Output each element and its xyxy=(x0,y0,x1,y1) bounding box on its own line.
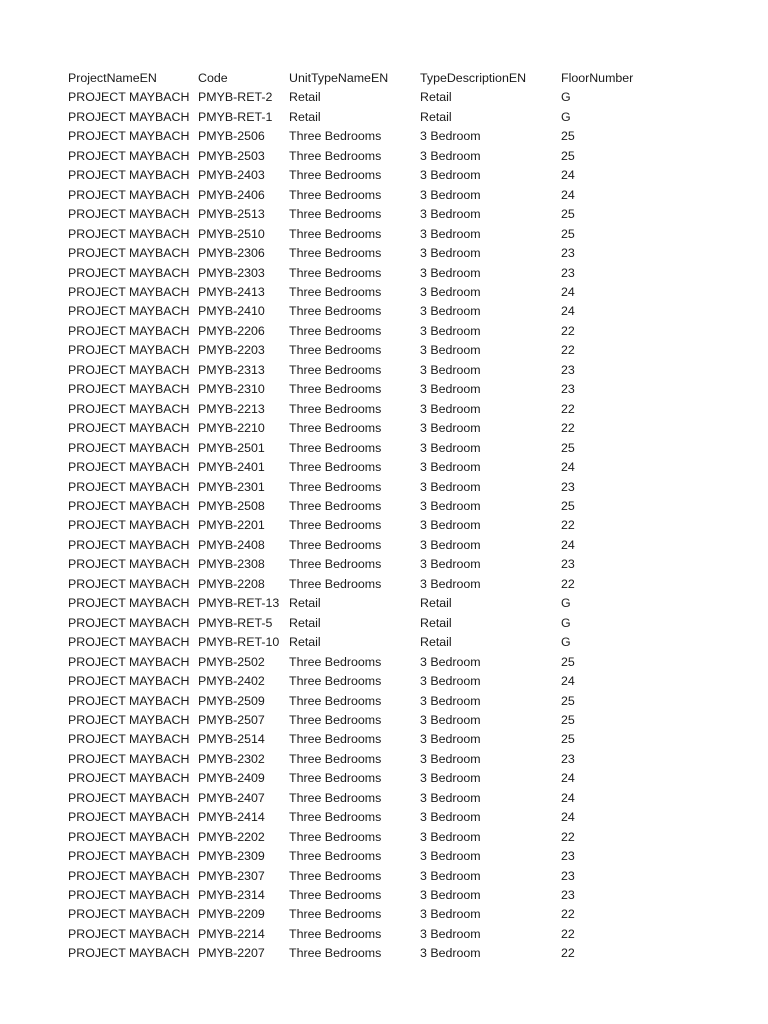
cell-code[interactable]: PMYB-2508 xyxy=(198,498,265,513)
cell-code[interactable]: PMYB-2401 xyxy=(198,460,265,475)
cell-type-description[interactable]: 3 Bedroom xyxy=(420,771,481,786)
cell-unit-type-name[interactable]: Three Bedrooms xyxy=(289,674,382,689)
cell-unit-type-name[interactable]: Three Bedrooms xyxy=(289,518,382,533)
cell-floor-number[interactable]: G xyxy=(561,635,571,650)
cell-project-name[interactable]: PROJECT MAYBACH xyxy=(68,129,190,144)
cell-floor-number[interactable]: 23 xyxy=(561,265,575,280)
cell-type-description[interactable]: Retail xyxy=(420,635,452,650)
cell-project-name[interactable]: PROJECT MAYBACH xyxy=(68,207,190,222)
table-row xyxy=(68,497,661,516)
table-row xyxy=(68,244,661,263)
cell-unit-type-name[interactable]: Three Bedrooms xyxy=(289,401,382,416)
cell-unit-type-name[interactable]: Three Bedrooms xyxy=(289,771,382,786)
cell-code[interactable]: PMYB-2507 xyxy=(198,712,265,727)
cell-project-name[interactable]: PROJECT MAYBACH xyxy=(68,479,190,494)
table-row xyxy=(68,341,661,360)
cell-floor-number[interactable]: 24 xyxy=(561,810,575,825)
cell-type-description[interactable]: Retail xyxy=(420,109,452,124)
cell-unit-type-name[interactable]: Three Bedrooms xyxy=(289,926,382,941)
cell-type-description[interactable]: 3 Bedroom xyxy=(420,693,481,708)
table-row xyxy=(68,614,661,633)
cell-floor-number[interactable]: G xyxy=(561,109,571,124)
table-row xyxy=(68,458,661,477)
cell-unit-type-name[interactable]: Three Bedrooms xyxy=(289,810,382,825)
cell-unit-type-name[interactable]: Three Bedrooms xyxy=(289,907,382,922)
cell-floor-number[interactable]: 25 xyxy=(561,732,575,747)
cell-type-description[interactable]: 3 Bedroom xyxy=(420,401,481,416)
cell-unit-type-name[interactable]: Three Bedrooms xyxy=(289,168,382,183)
cell-unit-type-name[interactable]: Three Bedrooms xyxy=(289,712,382,727)
table-row xyxy=(68,264,661,283)
cell-type-description[interactable]: 3 Bedroom xyxy=(420,440,481,455)
cell-code[interactable]: PMYB-2413 xyxy=(198,284,265,299)
cell-floor-number[interactable]: G xyxy=(561,596,571,611)
header-code[interactable]: Code xyxy=(198,71,228,85)
table-row xyxy=(68,205,661,224)
cell-floor-number[interactable]: 24 xyxy=(561,168,575,183)
cell-floor-number[interactable]: 24 xyxy=(561,460,575,475)
cell-code[interactable]: PMYB-2406 xyxy=(198,187,265,202)
cell-type-description[interactable]: 3 Bedroom xyxy=(420,810,481,825)
cell-floor-number[interactable]: 22 xyxy=(561,421,575,436)
cell-type-description[interactable]: 3 Bedroom xyxy=(420,168,481,183)
table-row xyxy=(68,711,661,730)
cell-unit-type-name[interactable]: Three Bedrooms xyxy=(289,479,382,494)
cell-unit-type-name[interactable]: Retail xyxy=(289,596,321,611)
cell-project-name[interactable]: PROJECT MAYBACH xyxy=(68,596,190,611)
cell-type-description[interactable]: 3 Bedroom xyxy=(420,907,481,922)
cell-unit-type-name[interactable]: Three Bedrooms xyxy=(289,537,382,552)
cell-floor-number[interactable]: 24 xyxy=(561,790,575,805)
cell-code[interactable]: PMYB-RET-10 xyxy=(198,635,280,650)
cell-floor-number[interactable]: 23 xyxy=(561,362,575,377)
cell-code[interactable]: PMYB-2506 xyxy=(198,129,265,144)
cell-type-description[interactable]: 3 Bedroom xyxy=(420,304,481,319)
header-unit-type-name[interactable]: UnitTypeNameEN xyxy=(289,71,389,85)
cell-floor-number[interactable]: 22 xyxy=(561,323,575,338)
cell-code[interactable]: PMYB-RET-2 xyxy=(198,90,273,105)
cell-code[interactable]: PMYB-2501 xyxy=(198,440,265,455)
cell-type-description[interactable]: 3 Bedroom xyxy=(420,343,481,358)
cell-floor-number[interactable]: 25 xyxy=(561,148,575,163)
cell-project-name[interactable]: PROJECT MAYBACH xyxy=(68,187,190,202)
cell-type-description[interactable]: 3 Bedroom xyxy=(420,498,481,513)
header-floor-number[interactable]: FloorNumber xyxy=(561,71,634,85)
cell-floor-number[interactable]: 22 xyxy=(561,401,575,416)
cell-unit-type-name[interactable]: Three Bedrooms xyxy=(289,323,382,338)
cell-unit-type-name[interactable]: Three Bedrooms xyxy=(289,946,382,961)
cell-type-description[interactable]: 3 Bedroom xyxy=(420,557,481,572)
cell-type-description[interactable]: 3 Bedroom xyxy=(420,674,481,689)
cell-project-name[interactable]: PROJECT MAYBACH xyxy=(68,771,190,786)
cell-unit-type-name[interactable]: Three Bedrooms xyxy=(289,382,382,397)
cell-code[interactable]: PMYB-2407 xyxy=(198,790,265,805)
cell-type-description[interactable]: 3 Bedroom xyxy=(420,479,481,494)
cell-unit-type-name[interactable]: Retail xyxy=(289,90,321,105)
cell-unit-type-name[interactable]: Three Bedrooms xyxy=(289,284,382,299)
cell-project-name[interactable]: PROJECT MAYBACH xyxy=(68,304,190,319)
cell-floor-number[interactable]: 22 xyxy=(561,576,575,591)
table-row xyxy=(68,555,661,574)
cell-unit-type-name[interactable]: Three Bedrooms xyxy=(289,304,382,319)
cell-floor-number[interactable]: 22 xyxy=(561,946,575,961)
table-body xyxy=(68,88,661,963)
cell-code[interactable]: PMYB-2202 xyxy=(198,829,265,844)
cell-floor-number[interactable]: 23 xyxy=(561,849,575,864)
table-row xyxy=(68,147,661,166)
cell-type-description[interactable]: 3 Bedroom xyxy=(420,751,481,766)
cell-floor-number[interactable]: 23 xyxy=(561,382,575,397)
cell-unit-type-name[interactable]: Three Bedrooms xyxy=(289,732,382,747)
table-row xyxy=(68,886,661,905)
table-row xyxy=(68,905,661,924)
cell-type-description[interactable]: Retail xyxy=(420,596,452,611)
cell-project-name[interactable]: PROJECT MAYBACH xyxy=(68,751,190,766)
cell-unit-type-name[interactable]: Three Bedrooms xyxy=(289,888,382,903)
cell-project-name[interactable]: PROJECT MAYBACH xyxy=(68,246,190,261)
cell-type-description[interactable]: Retail xyxy=(420,615,452,630)
cell-unit-type-name[interactable]: Three Bedrooms xyxy=(289,460,382,475)
cell-unit-type-name[interactable]: Three Bedrooms xyxy=(289,265,382,280)
cell-code[interactable]: PMYB-2208 xyxy=(198,576,265,591)
cell-code[interactable]: PMYB-2203 xyxy=(198,343,265,358)
cell-code[interactable]: PMYB-2503 xyxy=(198,148,265,163)
cell-type-description[interactable]: 3 Bedroom xyxy=(420,868,481,883)
cell-floor-number[interactable]: 23 xyxy=(561,479,575,494)
table-row xyxy=(68,186,661,205)
cell-unit-type-name[interactable]: Three Bedrooms xyxy=(289,498,382,513)
table-row xyxy=(68,400,661,419)
cell-code[interactable]: PMYB-2303 xyxy=(198,265,265,280)
cell-project-name[interactable]: PROJECT MAYBACH xyxy=(68,635,190,650)
cell-type-description[interactable]: 3 Bedroom xyxy=(420,946,481,961)
cell-type-description[interactable]: 3 Bedroom xyxy=(420,362,481,377)
cell-unit-type-name[interactable]: Three Bedrooms xyxy=(289,693,382,708)
cell-type-description[interactable]: 3 Bedroom xyxy=(420,421,481,436)
cell-code[interactable]: PMYB-RET-13 xyxy=(198,596,280,611)
cell-floor-number[interactable]: 24 xyxy=(561,771,575,786)
cell-code[interactable]: PMYB-2308 xyxy=(198,557,265,572)
cell-project-name[interactable]: PROJECT MAYBACH xyxy=(68,460,190,475)
cell-project-name[interactable]: PROJECT MAYBACH xyxy=(68,849,190,864)
cell-project-name[interactable]: PROJECT MAYBACH xyxy=(68,226,190,241)
cell-type-description[interactable]: 3 Bedroom xyxy=(420,537,481,552)
table-row xyxy=(68,225,661,244)
table-row xyxy=(68,166,661,185)
cell-code[interactable]: PMYB-2209 xyxy=(198,907,265,922)
table-row xyxy=(68,127,661,146)
cell-code[interactable]: PMYB-2514 xyxy=(198,732,265,747)
cell-unit-type-name[interactable]: Three Bedrooms xyxy=(289,868,382,883)
cell-project-name[interactable]: PROJECT MAYBACH xyxy=(68,421,190,436)
cell-type-description[interactable]: 3 Bedroom xyxy=(420,226,481,241)
cell-project-name[interactable]: PROJECT MAYBACH xyxy=(68,712,190,727)
table-row xyxy=(68,594,661,613)
cell-code[interactable]: PMYB-2210 xyxy=(198,421,265,436)
cell-unit-type-name[interactable]: Three Bedrooms xyxy=(289,654,382,669)
cell-code[interactable]: PMYB-2310 xyxy=(198,382,265,397)
cell-unit-type-name[interactable]: Retail xyxy=(289,109,321,124)
cell-project-name[interactable]: PROJECT MAYBACH xyxy=(68,674,190,689)
cell-unit-type-name[interactable]: Three Bedrooms xyxy=(289,362,382,377)
cell-project-name[interactable]: PROJECT MAYBACH xyxy=(68,362,190,377)
cell-floor-number[interactable]: 25 xyxy=(561,712,575,727)
cell-floor-number[interactable]: 25 xyxy=(561,693,575,708)
table-row xyxy=(68,322,661,341)
cell-floor-number[interactable]: 25 xyxy=(561,129,575,144)
cell-project-name[interactable]: PROJECT MAYBACH xyxy=(68,790,190,805)
table-row xyxy=(68,380,661,399)
cell-code[interactable]: PMYB-2309 xyxy=(198,849,265,864)
cell-code[interactable]: PMYB-2409 xyxy=(198,771,265,786)
cell-type-description[interactable]: 3 Bedroom xyxy=(420,849,481,864)
cell-project-name[interactable]: PROJECT MAYBACH xyxy=(68,148,190,163)
cell-project-name[interactable]: PROJECT MAYBACH xyxy=(68,829,190,844)
cell-floor-number[interactable]: 24 xyxy=(561,187,575,202)
cell-unit-type-name[interactable]: Retail xyxy=(289,615,321,630)
cell-project-name[interactable]: PROJECT MAYBACH xyxy=(68,907,190,922)
cell-project-name[interactable]: PROJECT MAYBACH xyxy=(68,440,190,455)
cell-project-name[interactable]: PROJECT MAYBACH xyxy=(68,265,190,280)
table-row xyxy=(68,944,661,963)
cell-project-name[interactable]: PROJECT MAYBACH xyxy=(68,576,190,591)
cell-project-name[interactable]: PROJECT MAYBACH xyxy=(68,615,190,630)
cell-type-description[interactable]: 3 Bedroom xyxy=(420,460,481,475)
cell-unit-type-name[interactable]: Three Bedrooms xyxy=(289,576,382,591)
cell-floor-number[interactable]: 23 xyxy=(561,868,575,883)
cell-code[interactable]: PMYB-2307 xyxy=(198,868,265,883)
table-row xyxy=(68,516,661,535)
cell-floor-number[interactable]: G xyxy=(561,90,571,105)
table-row xyxy=(68,419,661,438)
table-row xyxy=(68,536,661,555)
cell-project-name[interactable]: PROJECT MAYBACH xyxy=(68,323,190,338)
cell-project-name[interactable]: PROJECT MAYBACH xyxy=(68,401,190,416)
cell-project-name[interactable]: PROJECT MAYBACH xyxy=(68,537,190,552)
cell-type-description[interactable]: 3 Bedroom xyxy=(420,207,481,222)
cell-project-name[interactable]: PROJECT MAYBACH xyxy=(68,926,190,941)
cell-project-name[interactable]: PROJECT MAYBACH xyxy=(68,382,190,397)
cell-project-name[interactable]: PROJECT MAYBACH xyxy=(68,732,190,747)
cell-type-description[interactable]: 3 Bedroom xyxy=(420,148,481,163)
cell-type-description[interactable]: 3 Bedroom xyxy=(420,129,481,144)
cell-unit-type-name[interactable]: Three Bedrooms xyxy=(289,226,382,241)
table-row xyxy=(68,108,661,127)
cell-type-description[interactable]: 3 Bedroom xyxy=(420,323,481,338)
table-row xyxy=(68,867,661,886)
cell-code[interactable]: PMYB-2313 xyxy=(198,362,265,377)
cell-unit-type-name[interactable]: Three Bedrooms xyxy=(289,751,382,766)
cell-floor-number[interactable]: G xyxy=(561,615,571,630)
cell-floor-number[interactable]: 23 xyxy=(561,557,575,572)
cell-floor-number[interactable]: 25 xyxy=(561,654,575,669)
cell-code[interactable]: PMYB-2510 xyxy=(198,226,265,241)
table-row xyxy=(68,789,661,808)
cell-unit-type-name[interactable]: Three Bedrooms xyxy=(289,421,382,436)
table-row xyxy=(68,769,661,788)
cell-type-description[interactable]: Retail xyxy=(420,90,452,105)
cell-type-description[interactable]: 3 Bedroom xyxy=(420,712,481,727)
cell-project-name[interactable]: PROJECT MAYBACH xyxy=(68,693,190,708)
cell-unit-type-name[interactable]: Three Bedrooms xyxy=(289,829,382,844)
cell-floor-number[interactable]: 25 xyxy=(561,498,575,513)
cell-floor-number[interactable]: 23 xyxy=(561,751,575,766)
table-row xyxy=(68,692,661,711)
cell-floor-number[interactable]: 22 xyxy=(561,829,575,844)
cell-code[interactable]: PMYB-2207 xyxy=(198,946,265,961)
cell-unit-type-name[interactable]: Three Bedrooms xyxy=(289,440,382,455)
table-row xyxy=(68,88,661,107)
header-type-description[interactable]: TypeDescriptionEN xyxy=(420,71,527,85)
cell-type-description[interactable]: 3 Bedroom xyxy=(420,732,481,747)
cell-unit-type-name[interactable]: Three Bedrooms xyxy=(289,129,382,144)
cell-floor-number[interactable]: 24 xyxy=(561,284,575,299)
cell-code[interactable]: PMYB-2513 xyxy=(198,207,265,222)
cell-code[interactable]: PMYB-2408 xyxy=(198,537,265,552)
header-project-name[interactable]: ProjectNameEN xyxy=(68,71,157,85)
cell-type-description[interactable]: 3 Bedroom xyxy=(420,888,481,903)
table-row xyxy=(68,653,661,672)
table-row xyxy=(68,808,661,827)
cell-code[interactable]: PMYB-RET-1 xyxy=(198,109,273,124)
table-row xyxy=(68,302,661,321)
cell-unit-type-name[interactable]: Three Bedrooms xyxy=(289,207,382,222)
cell-code[interactable]: PMYB-RET-5 xyxy=(198,615,273,630)
cell-project-name[interactable]: PROJECT MAYBACH xyxy=(68,557,190,572)
cell-project-name[interactable]: PROJECT MAYBACH xyxy=(68,654,190,669)
cell-project-name[interactable]: PROJECT MAYBACH xyxy=(68,343,190,358)
cell-code[interactable]: PMYB-2402 xyxy=(198,674,265,689)
cell-unit-type-name[interactable]: Three Bedrooms xyxy=(289,790,382,805)
cell-code[interactable]: PMYB-2502 xyxy=(198,654,265,669)
cell-type-description[interactable]: 3 Bedroom xyxy=(420,576,481,591)
cell-project-name[interactable]: PROJECT MAYBACH xyxy=(68,109,190,124)
cell-code[interactable]: PMYB-2206 xyxy=(198,323,265,338)
cell-floor-number[interactable]: 22 xyxy=(561,926,575,941)
cell-unit-type-name[interactable]: Three Bedrooms xyxy=(289,557,382,572)
cell-code[interactable]: PMYB-2314 xyxy=(198,888,265,903)
cell-unit-type-name[interactable]: Three Bedrooms xyxy=(289,148,382,163)
cell-code[interactable]: PMYB-2403 xyxy=(198,168,265,183)
cell-code[interactable]: PMYB-2301 xyxy=(198,479,265,494)
cell-project-name[interactable]: PROJECT MAYBACH xyxy=(68,90,190,105)
cell-type-description[interactable]: 3 Bedroom xyxy=(420,187,481,202)
cell-type-description[interactable]: 3 Bedroom xyxy=(420,382,481,397)
spreadsheet xyxy=(68,69,708,964)
cell-floor-number[interactable]: 24 xyxy=(561,537,575,552)
data-table xyxy=(68,69,661,964)
cell-code[interactable]: PMYB-2410 xyxy=(198,304,265,319)
cell-code[interactable]: PMYB-2213 xyxy=(198,401,265,416)
cell-code[interactable]: PMYB-2214 xyxy=(198,926,265,941)
cell-unit-type-name[interactable]: Three Bedrooms xyxy=(289,246,382,261)
cell-floor-number[interactable]: 25 xyxy=(561,226,575,241)
cell-type-description[interactable]: 3 Bedroom xyxy=(420,790,481,805)
cell-project-name[interactable]: PROJECT MAYBACH xyxy=(68,810,190,825)
cell-unit-type-name[interactable]: Three Bedrooms xyxy=(289,343,382,358)
table-row xyxy=(68,478,661,497)
cell-code[interactable]: PMYB-2302 xyxy=(198,751,265,766)
table-row xyxy=(68,730,661,749)
cell-floor-number[interactable]: 23 xyxy=(561,246,575,261)
cell-floor-number[interactable]: 22 xyxy=(561,518,575,533)
table-row xyxy=(68,672,661,691)
table-row xyxy=(68,283,661,302)
cell-project-name[interactable]: PROJECT MAYBACH xyxy=(68,498,190,513)
table-row xyxy=(68,633,661,652)
cell-type-description[interactable]: 3 Bedroom xyxy=(420,284,481,299)
cell-type-description[interactable]: 3 Bedroom xyxy=(420,246,481,261)
cell-type-description[interactable]: 3 Bedroom xyxy=(420,926,481,941)
table-row xyxy=(68,925,661,944)
cell-floor-number[interactable]: 22 xyxy=(561,343,575,358)
cell-unit-type-name[interactable]: Retail xyxy=(289,635,321,650)
table-row xyxy=(68,750,661,769)
table-row xyxy=(68,828,661,847)
cell-project-name[interactable]: PROJECT MAYBACH xyxy=(68,168,190,183)
cell-type-description[interactable]: 3 Bedroom xyxy=(420,829,481,844)
cell-floor-number[interactable]: 22 xyxy=(561,907,575,922)
cell-project-name[interactable]: PROJECT MAYBACH xyxy=(68,284,190,299)
cell-unit-type-name[interactable]: Three Bedrooms xyxy=(289,187,382,202)
cell-code[interactable]: PMYB-2414 xyxy=(198,810,265,825)
cell-code[interactable]: PMYB-2509 xyxy=(198,693,265,708)
cell-project-name[interactable]: PROJECT MAYBACH xyxy=(68,888,190,903)
cell-code[interactable]: PMYB-2306 xyxy=(198,246,265,261)
cell-unit-type-name[interactable]: Three Bedrooms xyxy=(289,849,382,864)
table-row xyxy=(68,361,661,380)
header-row xyxy=(68,69,661,88)
cell-code[interactable]: PMYB-2201 xyxy=(198,518,265,533)
cell-type-description[interactable]: 3 Bedroom xyxy=(420,654,481,669)
cell-floor-number[interactable]: 25 xyxy=(561,440,575,455)
cell-type-description[interactable]: 3 Bedroom xyxy=(420,518,481,533)
table-row xyxy=(68,575,661,594)
cell-floor-number[interactable]: 23 xyxy=(561,888,575,903)
cell-floor-number[interactable]: 24 xyxy=(561,304,575,319)
table-row xyxy=(68,847,661,866)
cell-type-description[interactable]: 3 Bedroom xyxy=(420,265,481,280)
cell-floor-number[interactable]: 24 xyxy=(561,674,575,689)
cell-floor-number[interactable]: 25 xyxy=(561,207,575,222)
cell-project-name[interactable]: PROJECT MAYBACH xyxy=(68,518,190,533)
table-row xyxy=(68,439,661,458)
cell-project-name[interactable]: PROJECT MAYBACH xyxy=(68,946,190,961)
cell-project-name[interactable]: PROJECT MAYBACH xyxy=(68,868,190,883)
